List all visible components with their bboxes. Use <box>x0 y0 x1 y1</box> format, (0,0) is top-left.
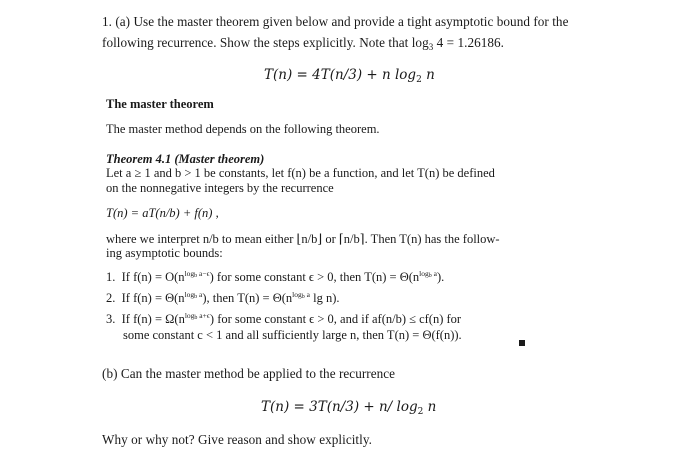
case-number: 1. <box>106 270 116 284</box>
case-text: lg n). <box>309 291 340 305</box>
case-text: ), then T(n) = Θ(n <box>202 291 293 305</box>
part-a-line-2-text: following recurrence. Show the steps explicitly. Note that log <box>102 35 429 50</box>
case-text: ). <box>436 270 445 284</box>
theorem-case-3-line-2: some constant c < 1 and all sufficiently large n, then T(n) = Θ(f(n)). <box>123 328 462 342</box>
case-text: If f(n) = Ω(n <box>121 312 185 326</box>
case-number: 3. <box>106 312 116 326</box>
part-b-recurrence <box>261 399 436 415</box>
theorem-title: Theorem 4.1 (Master theorem) <box>106 152 265 166</box>
exponent-base: b <box>194 273 198 279</box>
case-text: ) for some constant ϵ > 0, then T(n) = Θ(n <box>209 270 420 284</box>
theorem-case-3 <box>106 312 461 327</box>
master-theorem-heading: The master theorem <box>106 97 214 111</box>
exponent-log: log <box>419 269 429 278</box>
exponent-base: b <box>428 273 432 279</box>
log-base: 3 <box>428 42 434 52</box>
theorem-interpretation-line-1: where we interpret n/b to mean either ⌊n/b⌋ or ⌈n/b⌉. Then T(n) has the follow- <box>106 232 500 246</box>
theorem-case-1 <box>106 270 444 285</box>
part-a-recurrence <box>264 67 435 83</box>
theorem-statement-line-2: on the nonnegative integers by the recurrence <box>106 181 334 195</box>
exponent-log: log <box>184 311 195 320</box>
log-base: 2 <box>416 75 422 85</box>
exponent-log: log <box>184 269 195 278</box>
qed-square-icon <box>519 333 525 351</box>
exponent-rest: a <box>431 269 437 278</box>
master-theorem-intro: The master method depends on the following theorem. <box>106 122 380 136</box>
case-number: 2. <box>106 291 116 305</box>
exponent-base: b <box>194 294 198 300</box>
part-a-line-2-value: 4 = 1.26186. <box>433 35 505 50</box>
exponent-rest: a <box>197 290 203 299</box>
case-text: ) for some constant ϵ > 0, and if af(n/b) ≤ cf(n) for <box>209 312 462 326</box>
exponent-rest: a−ϵ <box>197 269 210 278</box>
exponent-base: b <box>301 294 305 300</box>
recurrence-term: n log <box>381 67 417 83</box>
exponent-log: log <box>184 290 195 299</box>
recurrence-term: n/ log <box>378 399 418 415</box>
theorem-statement-line-1: Let a ≥ 1 and b > 1 be constants, let f(n) be a function, and let T(n) be defined <box>106 166 495 180</box>
part-b-closing: Why or why not? Give reason and show explicitly. <box>102 432 372 447</box>
log-base: 2 <box>417 407 424 417</box>
theorem-case-2 <box>106 291 340 306</box>
theorem-recurrence: T(n) = aT(n/b) + f(n) , <box>106 206 219 220</box>
recurrence-tail: n <box>421 67 435 83</box>
recurrence-tail: n <box>423 399 437 415</box>
case-text: If f(n) = Θ(n <box>121 291 185 305</box>
exponent-rest: a <box>304 290 310 299</box>
part-a-line-1: 1. (a) Use the master theorem given below and provide a tight asymptotic bound for the <box>102 14 569 29</box>
exponent-base: b <box>194 315 198 321</box>
recurrence-lhs: T(n) = 3T(n/3) + <box>261 399 379 415</box>
part-a-line-2 <box>102 35 504 51</box>
exponent-rest: a+ϵ <box>197 311 210 320</box>
exponent-log: log <box>292 290 302 299</box>
part-b-question: (b) Can the master method be applied to the recurrence <box>102 366 396 381</box>
case-text: If f(n) = O(n <box>121 270 185 284</box>
recurrence-lhs: T(n) = 4T(n/3) + <box>264 67 382 83</box>
theorem-interpretation-line-2: ing asymptotic bounds: <box>106 246 223 260</box>
